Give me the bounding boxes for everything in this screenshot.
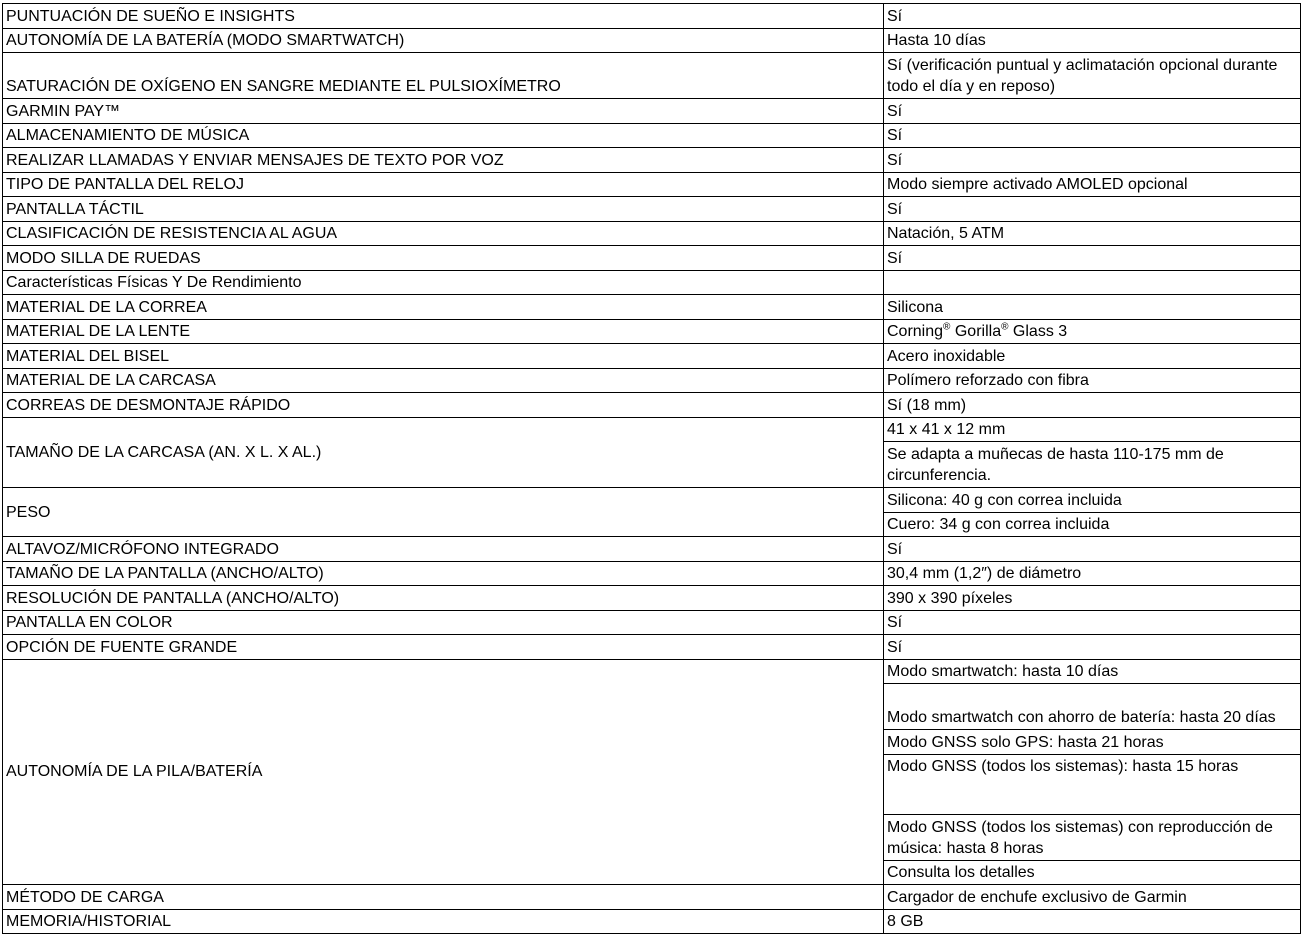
row-value-speaker-mic: Sí <box>884 537 1301 562</box>
row-label-band-material: MATERIAL DE LA CORREA <box>3 295 884 320</box>
table-row <box>3 659 1301 684</box>
row-label-water-rating: CLASIFICACIÓN DE RESISTENCIA AL AGUA <box>3 221 884 246</box>
table-row <box>3 368 1301 393</box>
row-value-resolution: 390 x 390 píxeles <box>884 586 1301 611</box>
row-label-resolution: RESOLUCIÓN DE PANTALLA (ANCHO/ALTO) <box>3 586 884 611</box>
table-row <box>3 221 1301 246</box>
row-label-touchscreen: PANTALLA TÁCTIL <box>3 197 884 222</box>
row-label-battery-smartwatch: AUTONOMÍA DE LA BATERÍA (MODO SMARTWATCH) <box>3 28 884 53</box>
row-value-pulse-ox: Sí (verificación puntual y aclimatación opcional durante todo el día y en reposo) <box>884 53 1301 99</box>
row-label-large-font: OPCIÓN DE FUENTE GRANDE <box>3 635 884 660</box>
table-row <box>3 610 1301 635</box>
row-value-bezel-material: Acero inoxidable <box>884 344 1301 369</box>
row-label-display-type: TIPO DE PANTALLA DEL RELOJ <box>3 172 884 197</box>
row-value-music-storage: Sí <box>884 123 1301 148</box>
row-value-case-material: Polímero reforzado con fibra <box>884 368 1301 393</box>
table-row <box>3 635 1301 660</box>
row-value-wheelchair-mode: Sí <box>884 246 1301 271</box>
table-row <box>3 270 1301 295</box>
row-value-wrist-fit: Se adapta a muñecas de hasta 110-175 mm de circunferencia. <box>884 442 1301 488</box>
row-value-battery-all-systems: Modo GNSS (todos los sistemas): hasta 15 horas <box>884 754 1301 814</box>
row-value-battery-all-systems-music: Modo GNSS (todos los sistemas) con reproducción de música: hasta 8 horas <box>884 814 1301 860</box>
row-label-case-material: MATERIAL DE LA CARCASA <box>3 368 884 393</box>
lens-brand-text: Glass 3 <box>1008 323 1068 340</box>
row-label-weight: PESO <box>3 488 884 537</box>
table-row <box>3 561 1301 586</box>
row-label-memory: MEMORIA/HISTORIAL <box>3 909 884 934</box>
row-label-sleep-score: PUNTUACIÓN DE SUEÑO E INSIGHTS <box>3 4 884 29</box>
row-value-garmin-pay: Sí <box>884 99 1301 124</box>
table-row <box>3 885 1301 910</box>
row-value-large-font: Sí <box>884 635 1301 660</box>
row-value-memory: 8 GB <box>884 909 1301 934</box>
row-label-wheelchair-mode: MODO SILLA DE RUEDAS <box>3 246 884 271</box>
row-label-quick-release: CORREAS DE DESMONTAJE RÁPIDO <box>3 393 884 418</box>
registered-mark: ® <box>943 321 951 333</box>
row-value-voice-calls: Sí <box>884 148 1301 173</box>
row-label-bezel-material: MATERIAL DEL BISEL <box>3 344 884 369</box>
row-value-screen-size: 30,4 mm (1,2″) de diámetro <box>884 561 1301 586</box>
row-label-case-size: TAMAÑO DE LA CARCASA (AN. X L. X AL.) <box>3 417 884 488</box>
row-value-color-display: Sí <box>884 610 1301 635</box>
table-row <box>3 295 1301 320</box>
row-value-band-material: Silicona <box>884 295 1301 320</box>
table-row <box>3 344 1301 369</box>
row-value-touchscreen: Sí <box>884 197 1301 222</box>
table-row <box>3 99 1301 124</box>
lens-brand-text: Gorilla <box>950 323 1002 340</box>
table-row <box>3 417 1301 442</box>
row-label-pulse-ox: SATURACIÓN DE OXÍGENO EN SANGRE MEDIANTE EL PULSIOXÍMETRO <box>3 53 884 99</box>
table-row <box>3 53 1301 99</box>
table-row <box>3 4 1301 29</box>
table-row <box>3 586 1301 611</box>
table-row <box>3 123 1301 148</box>
row-value-quick-release: Sí (18 mm) <box>884 393 1301 418</box>
row-value-lens-material <box>884 319 1301 344</box>
table-row <box>3 393 1301 418</box>
table-row <box>3 319 1301 344</box>
row-label-music-storage: ALMACENAMIENTO DE MÚSICA <box>3 123 884 148</box>
registered-mark: ® <box>1001 321 1009 333</box>
table-row <box>3 197 1301 222</box>
row-label-charging-method: MÉTODO DE CARGA <box>3 885 884 910</box>
row-value-sleep-score: Sí <box>884 4 1301 29</box>
row-value-battery-details: Consulta los detalles <box>884 860 1301 885</box>
section-heading-physical: Características Físicas Y De Rendimiento <box>3 270 884 295</box>
row-value-empty <box>884 270 1301 295</box>
row-value-display-type: Modo siempre activado AMOLED opcional <box>884 172 1301 197</box>
row-value-case-size: 41 x 41 x 12 mm <box>884 417 1301 442</box>
row-label-garmin-pay: GARMIN PAY™ <box>3 99 884 124</box>
table-row <box>3 537 1301 562</box>
row-label-battery-life: AUTONOMÍA DE LA PILA/BATERÍA <box>3 659 884 885</box>
row-value-battery-smartwatch-mode: Modo smartwatch: hasta 10 días <box>884 659 1301 684</box>
row-label-screen-size: TAMAÑO DE LA PANTALLA (ANCHO/ALTO) <box>3 561 884 586</box>
table-row <box>3 909 1301 934</box>
row-value-battery-gps-only: Modo GNSS solo GPS: hasta 21 horas <box>884 730 1301 755</box>
table-row <box>3 172 1301 197</box>
row-value-weight-silicone: Silicona: 40 g con correa incluida <box>884 488 1301 513</box>
table-row <box>3 28 1301 53</box>
row-label-voice-calls: REALIZAR LLAMADAS Y ENVIAR MENSAJES DE TEXTO POR VOZ <box>3 148 884 173</box>
row-value-weight-leather: Cuero: 34 g con correa incluida <box>884 512 1301 537</box>
spec-table <box>2 3 1301 934</box>
row-value-battery-smartwatch: Hasta 10 días <box>884 28 1301 53</box>
lens-brand-text: Corning <box>887 323 944 340</box>
row-value-battery-saver-mode: Modo smartwatch con ahorro de batería: hasta 20 días <box>884 684 1301 730</box>
row-label-speaker-mic: ALTAVOZ/MICRÓFONO INTEGRADO <box>3 537 884 562</box>
row-value-water-rating: Natación, 5 ATM <box>884 221 1301 246</box>
row-value-charging-method: Cargador de enchufe exclusivo de Garmin <box>884 885 1301 910</box>
table-row <box>3 148 1301 173</box>
row-label-lens-material: MATERIAL DE LA LENTE <box>3 319 884 344</box>
row-label-color-display: PANTALLA EN COLOR <box>3 610 884 635</box>
table-row <box>3 488 1301 513</box>
table-row <box>3 246 1301 271</box>
